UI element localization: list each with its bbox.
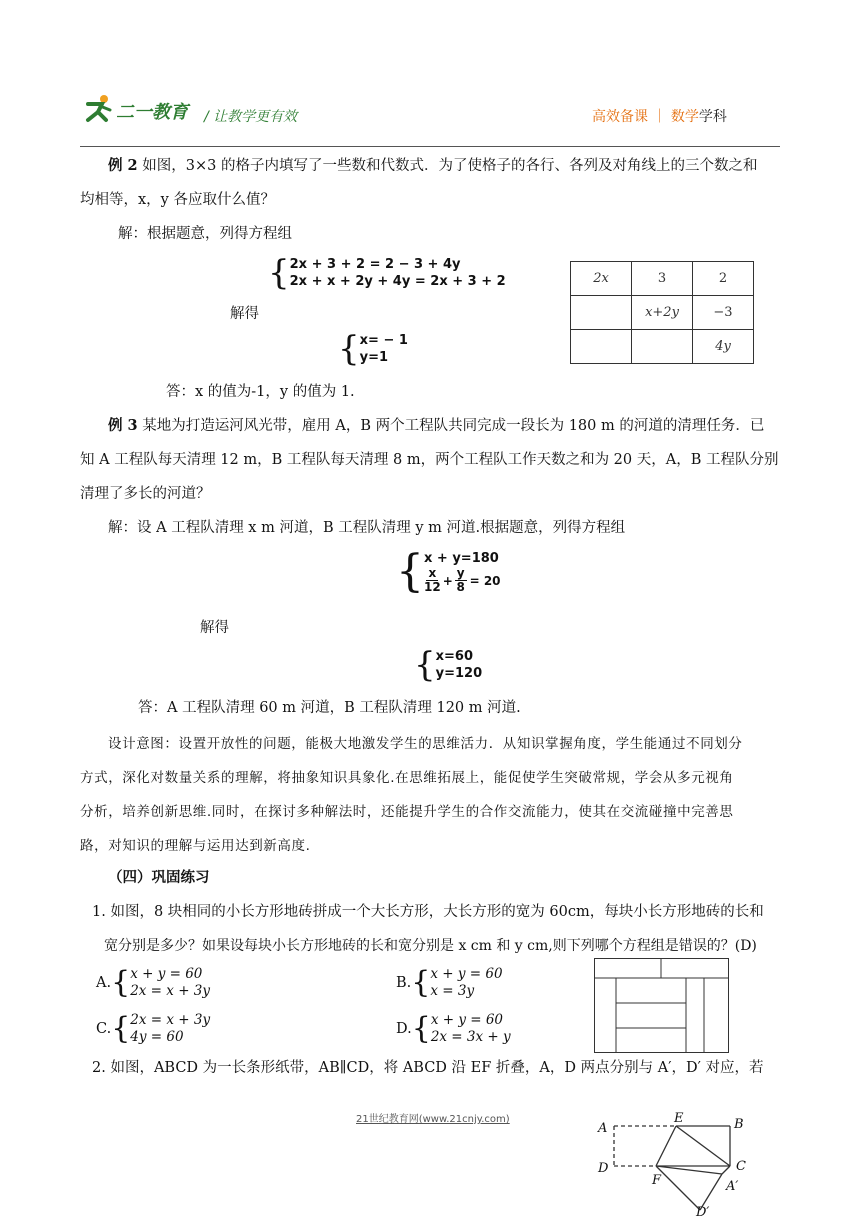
- grid-cell: 4y: [693, 330, 754, 364]
- option-a-eq2: 2x = x + 3y: [130, 983, 211, 999]
- ex3-eq2: [424, 567, 501, 594]
- point-label: B: [734, 1117, 744, 1132]
- ex3-system: [396, 546, 501, 597]
- option-d-label: D.: [396, 1021, 412, 1037]
- grid-cell: 2x: [571, 262, 632, 296]
- grid-cell: [571, 330, 632, 364]
- option-d-eq1: x + y = 60: [430, 1012, 504, 1028]
- header-rule: [80, 146, 780, 147]
- fraction-y-8: [455, 567, 467, 594]
- option-c-label: C.: [96, 1021, 112, 1037]
- frac-num: x: [428, 566, 437, 580]
- option-c-eq1: 2x = x + 3y: [130, 1012, 211, 1028]
- ex2-result: [338, 329, 408, 369]
- grid-cell: x+2y: [632, 296, 693, 330]
- ex3-label: 例 3: [108, 417, 138, 434]
- tile-figure: [594, 958, 730, 1054]
- ex2-system: [268, 253, 506, 293]
- frac-den: 12: [424, 580, 441, 594]
- option-a-label: A.: [96, 975, 112, 991]
- design-line4: 路，对知识的理解与运用达到新高度.: [80, 838, 311, 854]
- option-c-eq2: 4y = 60: [130, 1029, 184, 1045]
- brace-icon: {: [268, 253, 290, 293]
- header-subject-orange: 高效备课 ｜ 数学: [592, 109, 699, 125]
- ex2-res2: y=1: [359, 350, 389, 365]
- ex3-answer: 答：A 工程队清理 60 m 河道，B 工程队清理 120 m 河道.: [138, 700, 521, 716]
- option-b-eq1: x + y = 60: [430, 966, 503, 982]
- q1-line1: 1. 如图，8 块相同的小长方形地砖拼成一个大长方形，大长方形的宽为 60cm，每块小长方形地砖的长和: [92, 904, 764, 920]
- design-line2: 方式，深化对数量关系的理解，将抽象知识具象化.在思维拓展上，能促使学生突破常规，学会从多元视角: [80, 770, 734, 786]
- q1-line2: 宽分别是多少？如果设每块小长方形地砖的长和宽分别是 x cm 和 y cm,则下列哪个方程组是错误的？(D): [104, 938, 757, 954]
- header-subject-dark: 学科: [698, 109, 727, 125]
- header: [80, 94, 780, 134]
- brace-icon: {: [414, 645, 436, 685]
- ex3-line2: 知 A 工程队每天清理 12 m，B 工程队每天清理 8 m，两个工程队工作天数之和为 20 天，A，B 工程队分别: [80, 452, 779, 468]
- option-b-eq2: x = 3y: [430, 983, 475, 999]
- point-label: A: [598, 1121, 608, 1136]
- ex2-text1: 如图，3×3 的格子内填写了一些数和代数式．为了使格子的各行、各列及对角线上的三个数之和: [142, 158, 758, 174]
- footer-source: 21世纪教育网(www.21cnjy.com): [356, 1114, 510, 1125]
- frac-den: 8: [456, 580, 465, 594]
- slogan: / 让教学更有效: [204, 109, 298, 125]
- ex2-line1: [108, 156, 757, 176]
- runner-logo-icon: [80, 94, 116, 124]
- option-a: [96, 966, 210, 1000]
- ex3-line3: 清理了多长的河道？: [80, 486, 211, 502]
- brace-icon: {: [338, 329, 360, 369]
- brace-icon: {: [411, 1011, 431, 1046]
- ex2-res1: x= − 1: [359, 333, 408, 348]
- ex3-text1: 某地为打造运河风光带，雇用 A，B 两个工程队共同完成一段长为 180 m 的河道的清理任务．已: [142, 418, 765, 434]
- ex3-res1: x=60: [435, 649, 474, 664]
- magic-square-grid: [570, 261, 754, 364]
- option-d: [396, 1012, 511, 1046]
- eq-rest: = 20: [469, 573, 501, 588]
- q2-line1: 2. 如图，ABCD 为一长条形纸带，AB∥CD，将 ABCD 沿 EF 折叠，A，D 两点分别与 A′，D′ 对应，若: [92, 1060, 764, 1076]
- ex3-solution: 解：设 A 工程队清理 x m 河道，B 工程队清理 y m 河道.根据题意，列得方程组: [108, 520, 626, 536]
- ex3-eq1: x + y=180: [424, 551, 499, 566]
- option-c: [96, 1012, 210, 1046]
- brace-icon: {: [111, 965, 131, 1000]
- grid-cell: 2: [693, 262, 754, 296]
- logo-text: 二一教育: [116, 102, 188, 123]
- grid-cell: [571, 296, 632, 330]
- ex3-result: [414, 645, 483, 685]
- ex2-answer: 答：x 的值为-1，y 的值为 1.: [166, 384, 355, 400]
- fraction-x-12: [424, 567, 441, 594]
- ex2-eq1: 2x + 3 + 2 = 2 − 3 + 4y: [289, 257, 461, 272]
- point-label: F: [652, 1173, 662, 1188]
- point-label: D: [598, 1161, 609, 1176]
- grid-cell: [632, 330, 693, 364]
- option-a-eq1: x + y = 60: [130, 966, 203, 982]
- ex2-solution: 解：根据题意，列得方程组: [118, 226, 292, 242]
- point-label: C: [736, 1159, 746, 1174]
- fold-figure: [590, 1110, 770, 1216]
- ex2-solve: 解得: [230, 306, 259, 322]
- ex2-label: 例 2: [108, 157, 138, 174]
- option-b-label: B.: [396, 975, 412, 991]
- design-line1: 设计意图：设置开放性的问题，能极大地激发学生的思维活力．从知识掌握角度，学生能通过不同划分: [108, 736, 743, 752]
- plus-sign: +: [442, 573, 453, 588]
- ex2-eq2: 2x + x + 2y + 4y = 2x + 3 + 2: [289, 274, 506, 289]
- ex3-solve: 解得: [200, 620, 229, 636]
- brace-icon: {: [411, 965, 431, 1000]
- brace-icon: {: [111, 1011, 131, 1046]
- section4-title: （四）巩固练习: [108, 869, 210, 886]
- ex3-line1: [108, 416, 764, 436]
- frac-num: y: [456, 566, 465, 580]
- option-b: [396, 966, 503, 1000]
- grid-cell: −3: [693, 296, 754, 330]
- header-subject: [592, 106, 727, 126]
- point-label: D′: [696, 1205, 710, 1216]
- ex2-line2: 均相等，x，y 各应取什么值？: [80, 192, 275, 208]
- option-d-eq2: 2x = 3x + y: [430, 1029, 511, 1045]
- design-line3: 分析，培养创新思维.同时，在探讨多种解法时，还能提升学生的合作交流能力，使其在交流碰撞中完善思: [80, 804, 734, 820]
- point-label: E: [674, 1111, 684, 1126]
- grid-cell: 3: [632, 262, 693, 296]
- point-label: A′: [726, 1179, 739, 1194]
- ex3-res2: y=120: [435, 666, 483, 681]
- brace-icon: {: [396, 546, 424, 597]
